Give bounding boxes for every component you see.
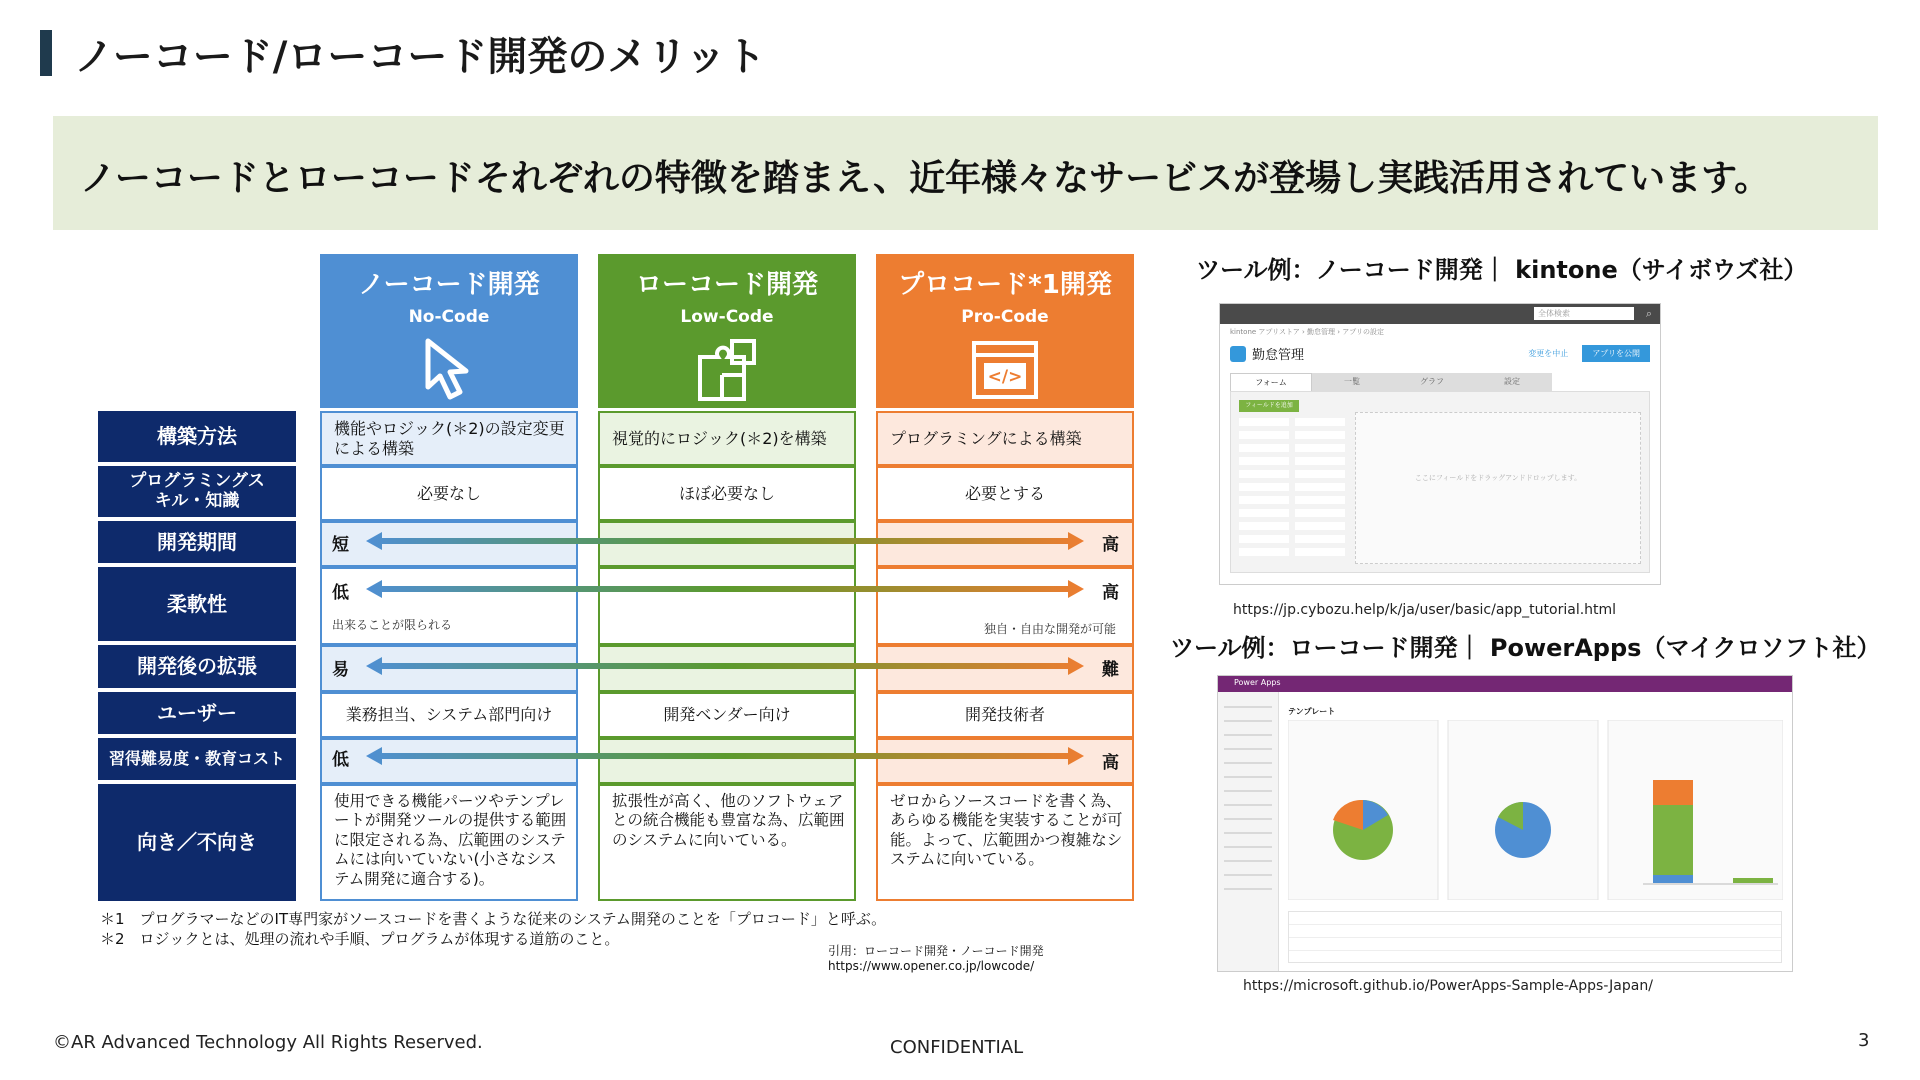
flex-low: 低 [332, 583, 349, 603]
kintone-field-list-2 [1295, 418, 1345, 558]
flex-note-right: 独自・自由な開発が可能 [984, 622, 1117, 636]
powerapps-sidebar [1218, 692, 1279, 971]
cell-procode-fit: ゼロからソースコードを書く為、あらゆる機能を実装することが可能。よって、広範囲かつ複雑なシステムに向いている。 [876, 784, 1134, 901]
row-label-skill: プログラミングスキル・知識 [98, 466, 296, 517]
period-low: 短 [332, 535, 349, 555]
tab-graph[interactable]: グラフ [1392, 373, 1472, 391]
procode-title: プロコード*1開発 [898, 270, 1112, 300]
powerapps-dashboard [1288, 720, 1783, 900]
cost-high: 高 [1102, 753, 1119, 773]
flex-note-left: 出来ることが限られる [332, 618, 453, 632]
banner-text: ノーコードとローコードそれぞれの特徴を踏まえ、近年様々なサービスが登場し実践活用されています。 [80, 158, 1771, 199]
arrow-cost [366, 747, 1084, 765]
kintone-form-area [1230, 391, 1650, 573]
powerapps-nav-items [1224, 700, 1272, 900]
powerapps-topbar [1218, 676, 1792, 692]
row-label-extend: 開発後の拡張 [98, 645, 296, 688]
code-window-icon [970, 335, 1040, 405]
row-label-build: 構築方法 [98, 411, 296, 462]
kintone-url: https://jp.cybozu.help/k/ja/user/basic/app_tutorial.html [1233, 602, 1617, 618]
kintone-field-list-1 [1239, 418, 1289, 558]
footnote-1: ＊1 プログラマーなどのIT専門家がソースコードを書くような従来のシステム開発のことを「プロコード」と呼ぶ。 [100, 910, 887, 928]
kintone-search-input[interactable]: 全体検索 [1534, 307, 1634, 320]
powerapps-url: https://microsoft.github.io/PowerApps-Sample-Apps-Japan/ [1243, 978, 1653, 994]
lowcode-header [598, 254, 856, 408]
tab-settings[interactable]: 設定 [1472, 373, 1552, 391]
title-accent-bar [40, 30, 52, 76]
arrow-period [366, 532, 1084, 550]
footnote-2: ＊2 ロジックとは、処理の流れや手順、プログラムが体現する道筋のこと。 [100, 930, 620, 948]
copyright: ©AR Advanced Technology All Rights Reserved. [53, 1032, 483, 1053]
arrow-flex [366, 580, 1084, 598]
kintone-drop-hint: ここにフィールドをドラッグアンドドロップします。 [1414, 474, 1582, 482]
citation-url: https://www.opener.co.jp/lowcode/ [828, 959, 1035, 973]
cell-lowcode-build: 視覚的にロジック(＊2)を構築 [598, 411, 856, 466]
cell-procode-build: プログラミングによる構築 [876, 411, 1134, 466]
procode-header [876, 254, 1134, 408]
lowcode-subtitle: Low-Code [680, 307, 774, 327]
cell-procode-skill: 必要とする [876, 466, 1134, 521]
flex-high: 高 [1102, 583, 1119, 603]
powerapps-table [1288, 911, 1782, 963]
period-high: 高 [1102, 535, 1119, 555]
cell-lowcode-user: 開発ベンダー向け [598, 692, 856, 738]
page-title: ノーコード/ローコード開発のメリット [74, 34, 766, 80]
cell-lowcode-fit: 拡張性が高く、他のソフトウェアとの統合機能も豊富な為、広範囲のシステムに向いている。 [598, 784, 856, 901]
kintone-screenshot [1219, 303, 1661, 585]
kintone-drop-area[interactable] [1355, 412, 1641, 564]
search-icon[interactable]: ⌕ [1645, 307, 1652, 320]
cell-nocode-skill: 必要なし [320, 466, 578, 521]
row-label-period: 開発期間 [98, 521, 296, 563]
nocode-subtitle: No-Code [408, 307, 490, 327]
kintone-publish-button[interactable]: アプリを公開 [1582, 345, 1650, 362]
extend-low: 易 [332, 660, 349, 680]
kintone-app-header [1220, 340, 1660, 367]
procode-subtitle: Pro-Code [961, 307, 1049, 327]
nocode-title: ノーコード開発 [358, 270, 540, 300]
app-list-icon [1230, 346, 1246, 362]
powerapps-brand: Power Apps [1234, 678, 1281, 687]
nocode-header [320, 254, 578, 408]
page-number: 3 [1858, 1030, 1870, 1051]
cell-nocode-build: 機能やロジック(＊2)の設定変更による構築 [320, 411, 578, 466]
confidential-label: CONFIDENTIAL [890, 1037, 1024, 1058]
tab-list[interactable]: 一覧 [1312, 373, 1392, 391]
kintone-app-name: 勤怠管理 [1252, 348, 1305, 363]
cursor-arrow-icon [414, 335, 484, 405]
extend-high: 難 [1102, 660, 1119, 680]
powerapps-title: ツール例：ローコード開発｜ PowerApps（マイクロソフト社） [1170, 634, 1881, 662]
row-label-user: ユーザー [98, 692, 296, 734]
cell-nocode-fit: 使用できる機能パーツやテンプレートが開発ツールの提供する範囲に限定される為、広範囲のシステムには向いていない(小さなシステム開発に適合する)。 [320, 784, 578, 901]
row-label-flex: 柔軟性 [98, 567, 296, 641]
kintone-cancel-button[interactable]: 変更を中止 [1528, 349, 1569, 358]
scale-arrows [320, 521, 1134, 784]
citation-label: 引用：ローコード開発・ノーコード開発 [828, 944, 1044, 958]
lowcode-title: ローコード開発 [635, 270, 818, 300]
cell-nocode-user: 業務担当、システム部門向け [320, 692, 578, 738]
kintone-topbar [1220, 304, 1660, 324]
arrow-extend [366, 657, 1084, 675]
kintone-add-field[interactable]: フィールドを追加 [1239, 400, 1299, 412]
row-label-cost: 習得難易度・教育コスト [98, 738, 296, 780]
cell-procode-user: 開発技術者 [876, 692, 1134, 738]
kintone-tabs [1230, 373, 1650, 391]
row-label-fit: 向き／不向き [98, 784, 296, 901]
cell-lowcode-skill: ほぼ必要なし [598, 466, 856, 521]
kintone-title: ツール例：ノーコード開発｜ kintone（サイボウズ社） [1196, 256, 1808, 284]
puzzle-icon [692, 335, 762, 405]
powerapps-section: テンプレート [1288, 707, 1336, 716]
kintone-breadcrumb: kintone アプリストア › 勤怠管理 › アプリの設定 [1230, 328, 1385, 336]
powerapps-screenshot [1217, 675, 1793, 972]
tab-form[interactable]: フォーム [1230, 373, 1312, 391]
cost-low: 低 [332, 750, 349, 770]
svg-text:</>: </> [987, 367, 1023, 387]
